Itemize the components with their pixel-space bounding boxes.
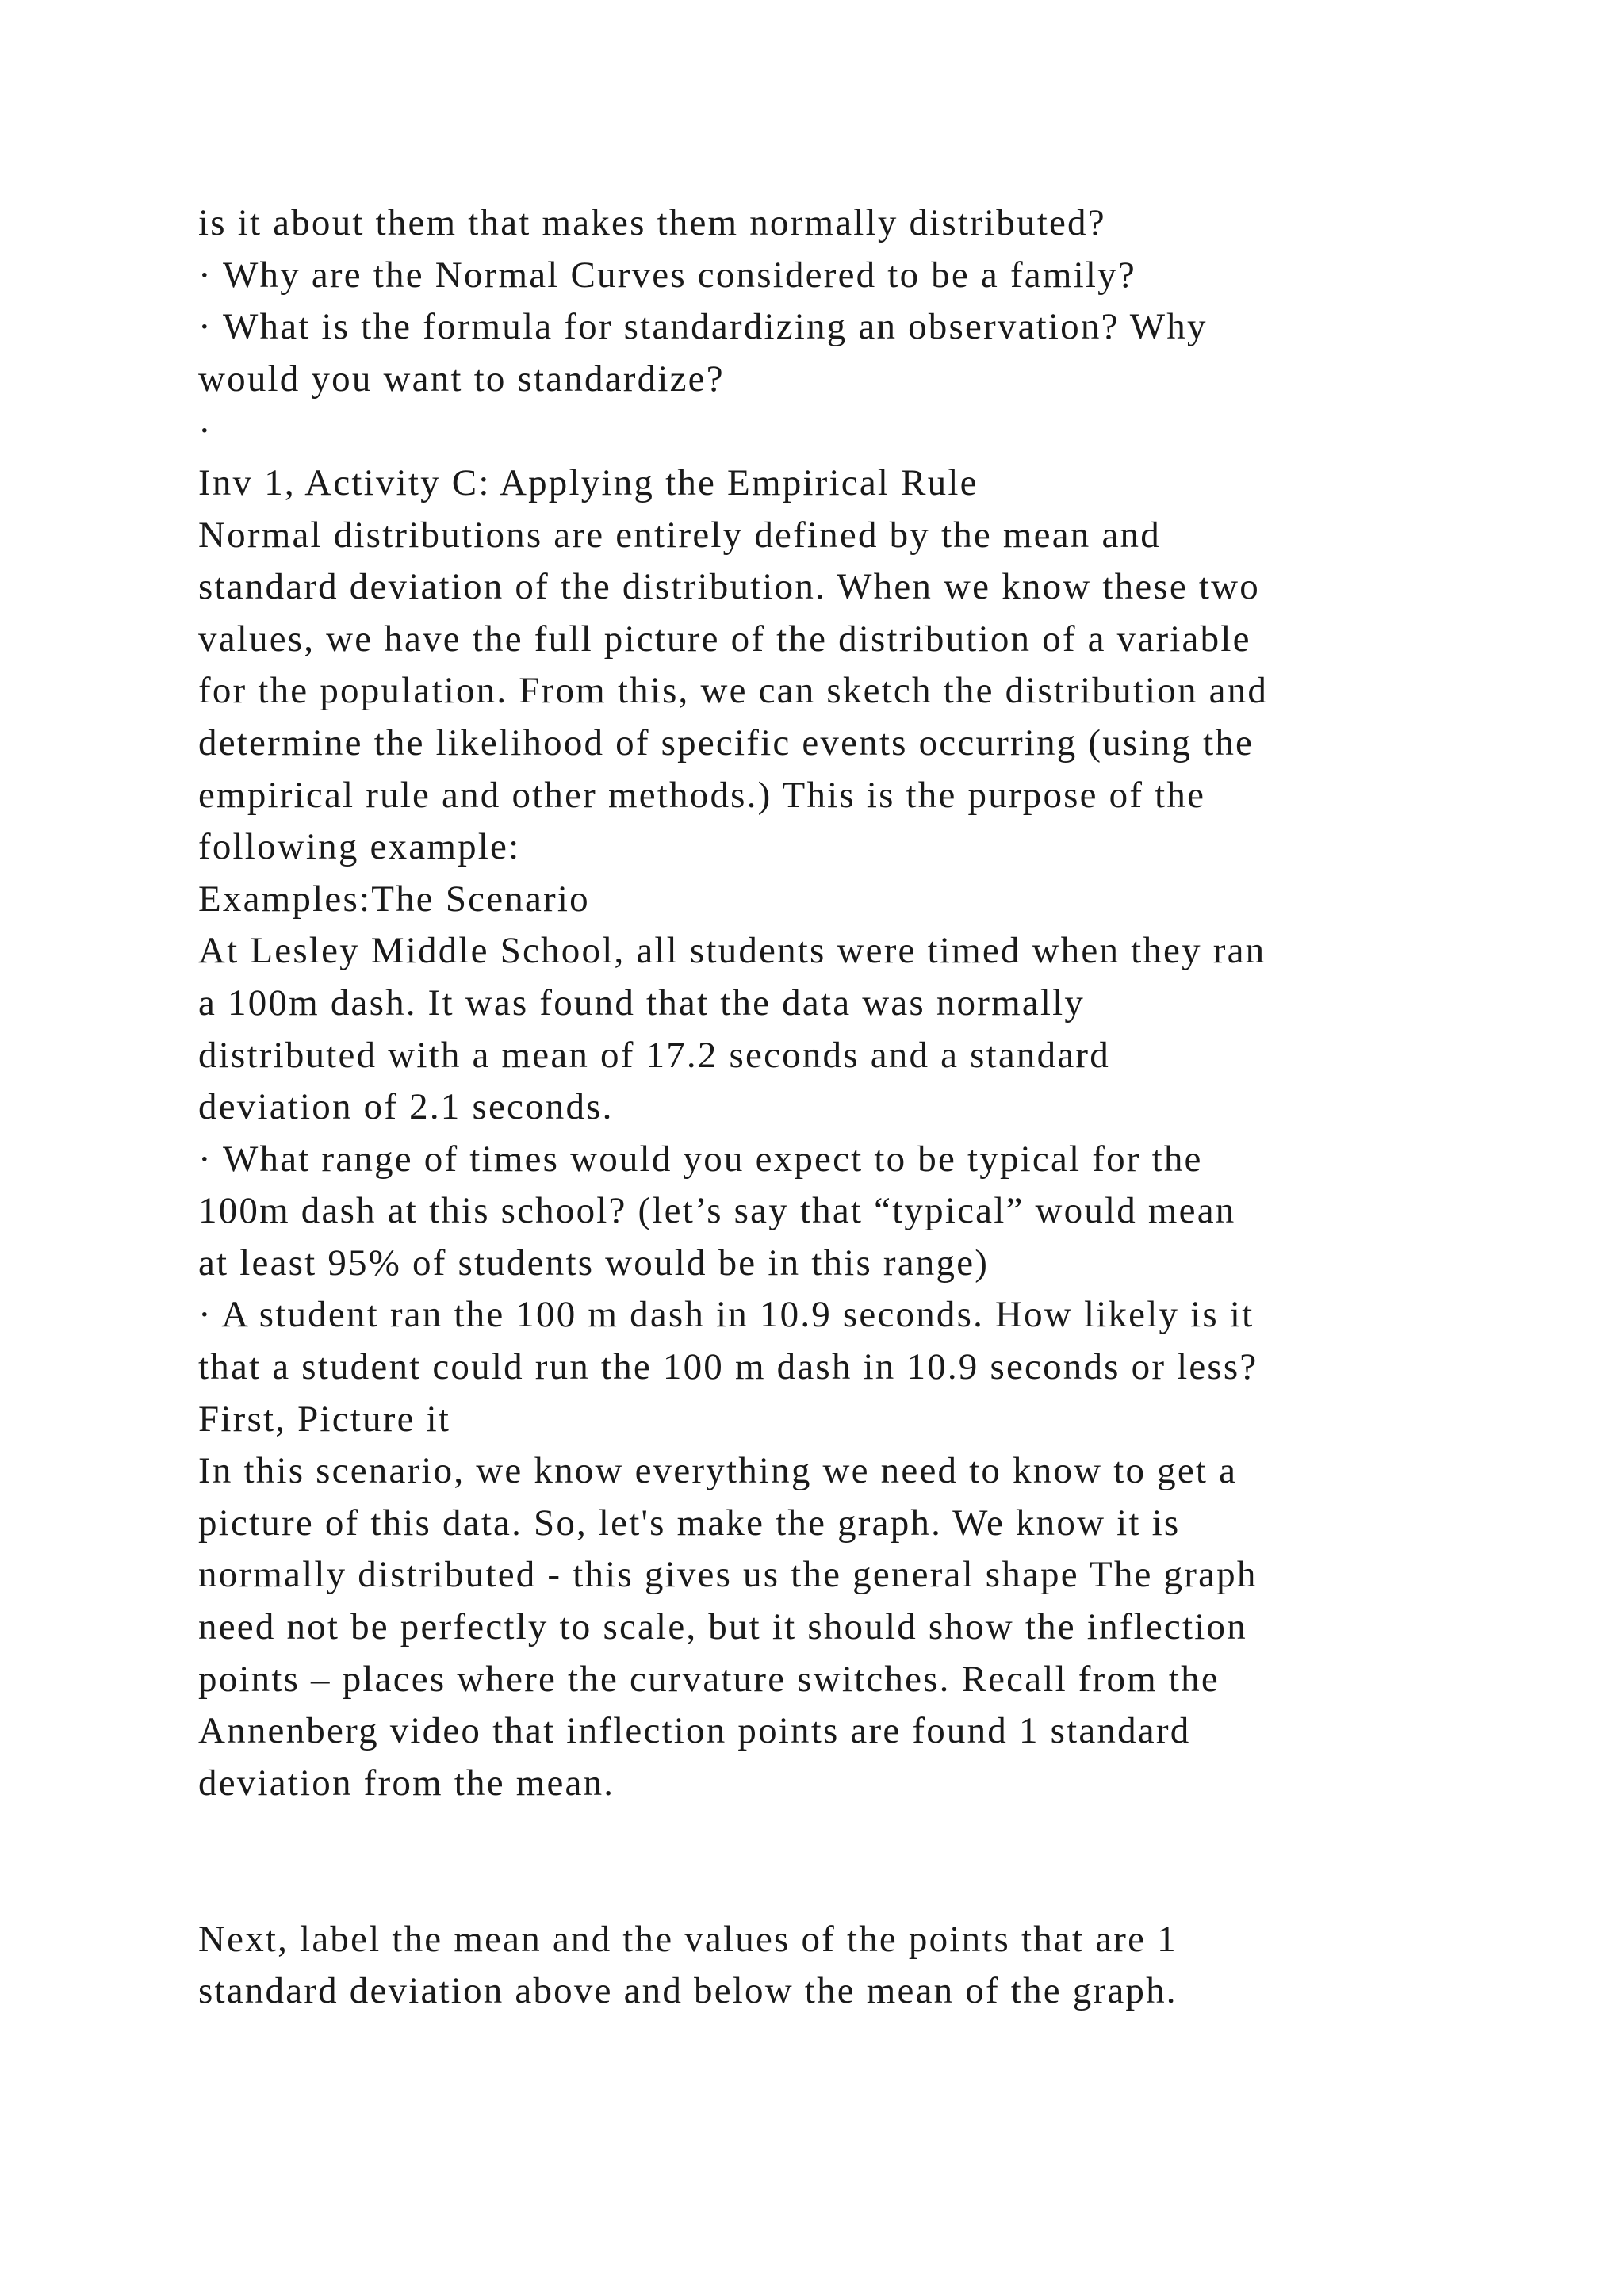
blank-line xyxy=(198,1809,1546,1862)
bullet-line: · What range of times would you expect to be typical for the xyxy=(198,1138,1203,1180)
text-line: picture of this data. So, let's make the graph. We know it is xyxy=(198,1502,1181,1544)
text-line: values, we have the full picture of the distribution of a variable xyxy=(198,618,1251,660)
subheading: Examples:The Scenario xyxy=(198,878,590,920)
text-line: empirical rule and other methods.) This is the purpose of the xyxy=(198,774,1206,816)
text-line: deviation from the mean. xyxy=(198,1762,615,1804)
section-heading: Inv 1, Activity C: Applying the Empirical Rule xyxy=(198,461,979,503)
text-line: is it about them that makes them normally distributed? xyxy=(198,202,1106,243)
bullet-line: · A student ran the 100 m dash in 10.9 seconds. How likely is it xyxy=(198,1294,1254,1336)
bullet-line: · Why are the Normal Curves considered to be a family? xyxy=(198,254,1136,296)
text-line: distributed with a mean of 17.2 seconds and a standard xyxy=(198,1034,1110,1076)
text-line: that a student could run the 100 m dash in 10.9 seconds or less? xyxy=(198,1346,1258,1388)
text-line: 100m dash at this school? (let’s say that “typical” would mean xyxy=(198,1190,1236,1232)
text-line: At Lesley Middle School, all students were timed when they ran xyxy=(198,930,1266,972)
text-line: would you want to standardize? xyxy=(198,358,725,400)
bullet-line: · xyxy=(198,410,213,452)
text-line: a 100m dash. It was found that the data was normally xyxy=(198,982,1086,1024)
text-line: for the population. From this, we can sketch the distribution and xyxy=(198,670,1269,712)
text-line: normally distributed - this gives us the general shape The graph xyxy=(198,1554,1258,1596)
text-line: standard deviation of the distribution. When we know these two xyxy=(198,566,1261,608)
text-line: need not be perfectly to scale, but it should show the inflection xyxy=(198,1606,1247,1648)
blank-line xyxy=(198,1862,1546,1914)
text-line: In this scenario, we know everything we need to know to get a xyxy=(198,1450,1238,1492)
document-body xyxy=(198,197,1546,2018)
text-line: Next, label the mean and the values of the points that are 1 xyxy=(198,1918,1178,1960)
text-line: standard deviation above and below the mean of the graph. xyxy=(198,1970,1178,2012)
text-line: deviation of 2.1 seconds. xyxy=(198,1086,614,1128)
text-line: determine the likelihood of specific events occurring (using the xyxy=(198,721,1254,763)
text-line: Annenberg video that inflection points are found 1 standard xyxy=(198,1710,1191,1752)
subheading: First, Picture it xyxy=(198,1398,451,1440)
bullet-line: · What is the formula for standardizing an observation? Why xyxy=(198,306,1208,348)
text-line: following example: xyxy=(198,826,521,868)
text-line: at least 95% of students would be in this range) xyxy=(198,1242,990,1284)
text-line: points – places where the curvature switches. Recall from the xyxy=(198,1658,1220,1700)
text-line: Normal distributions are entirely defined by the mean and xyxy=(198,514,1161,556)
